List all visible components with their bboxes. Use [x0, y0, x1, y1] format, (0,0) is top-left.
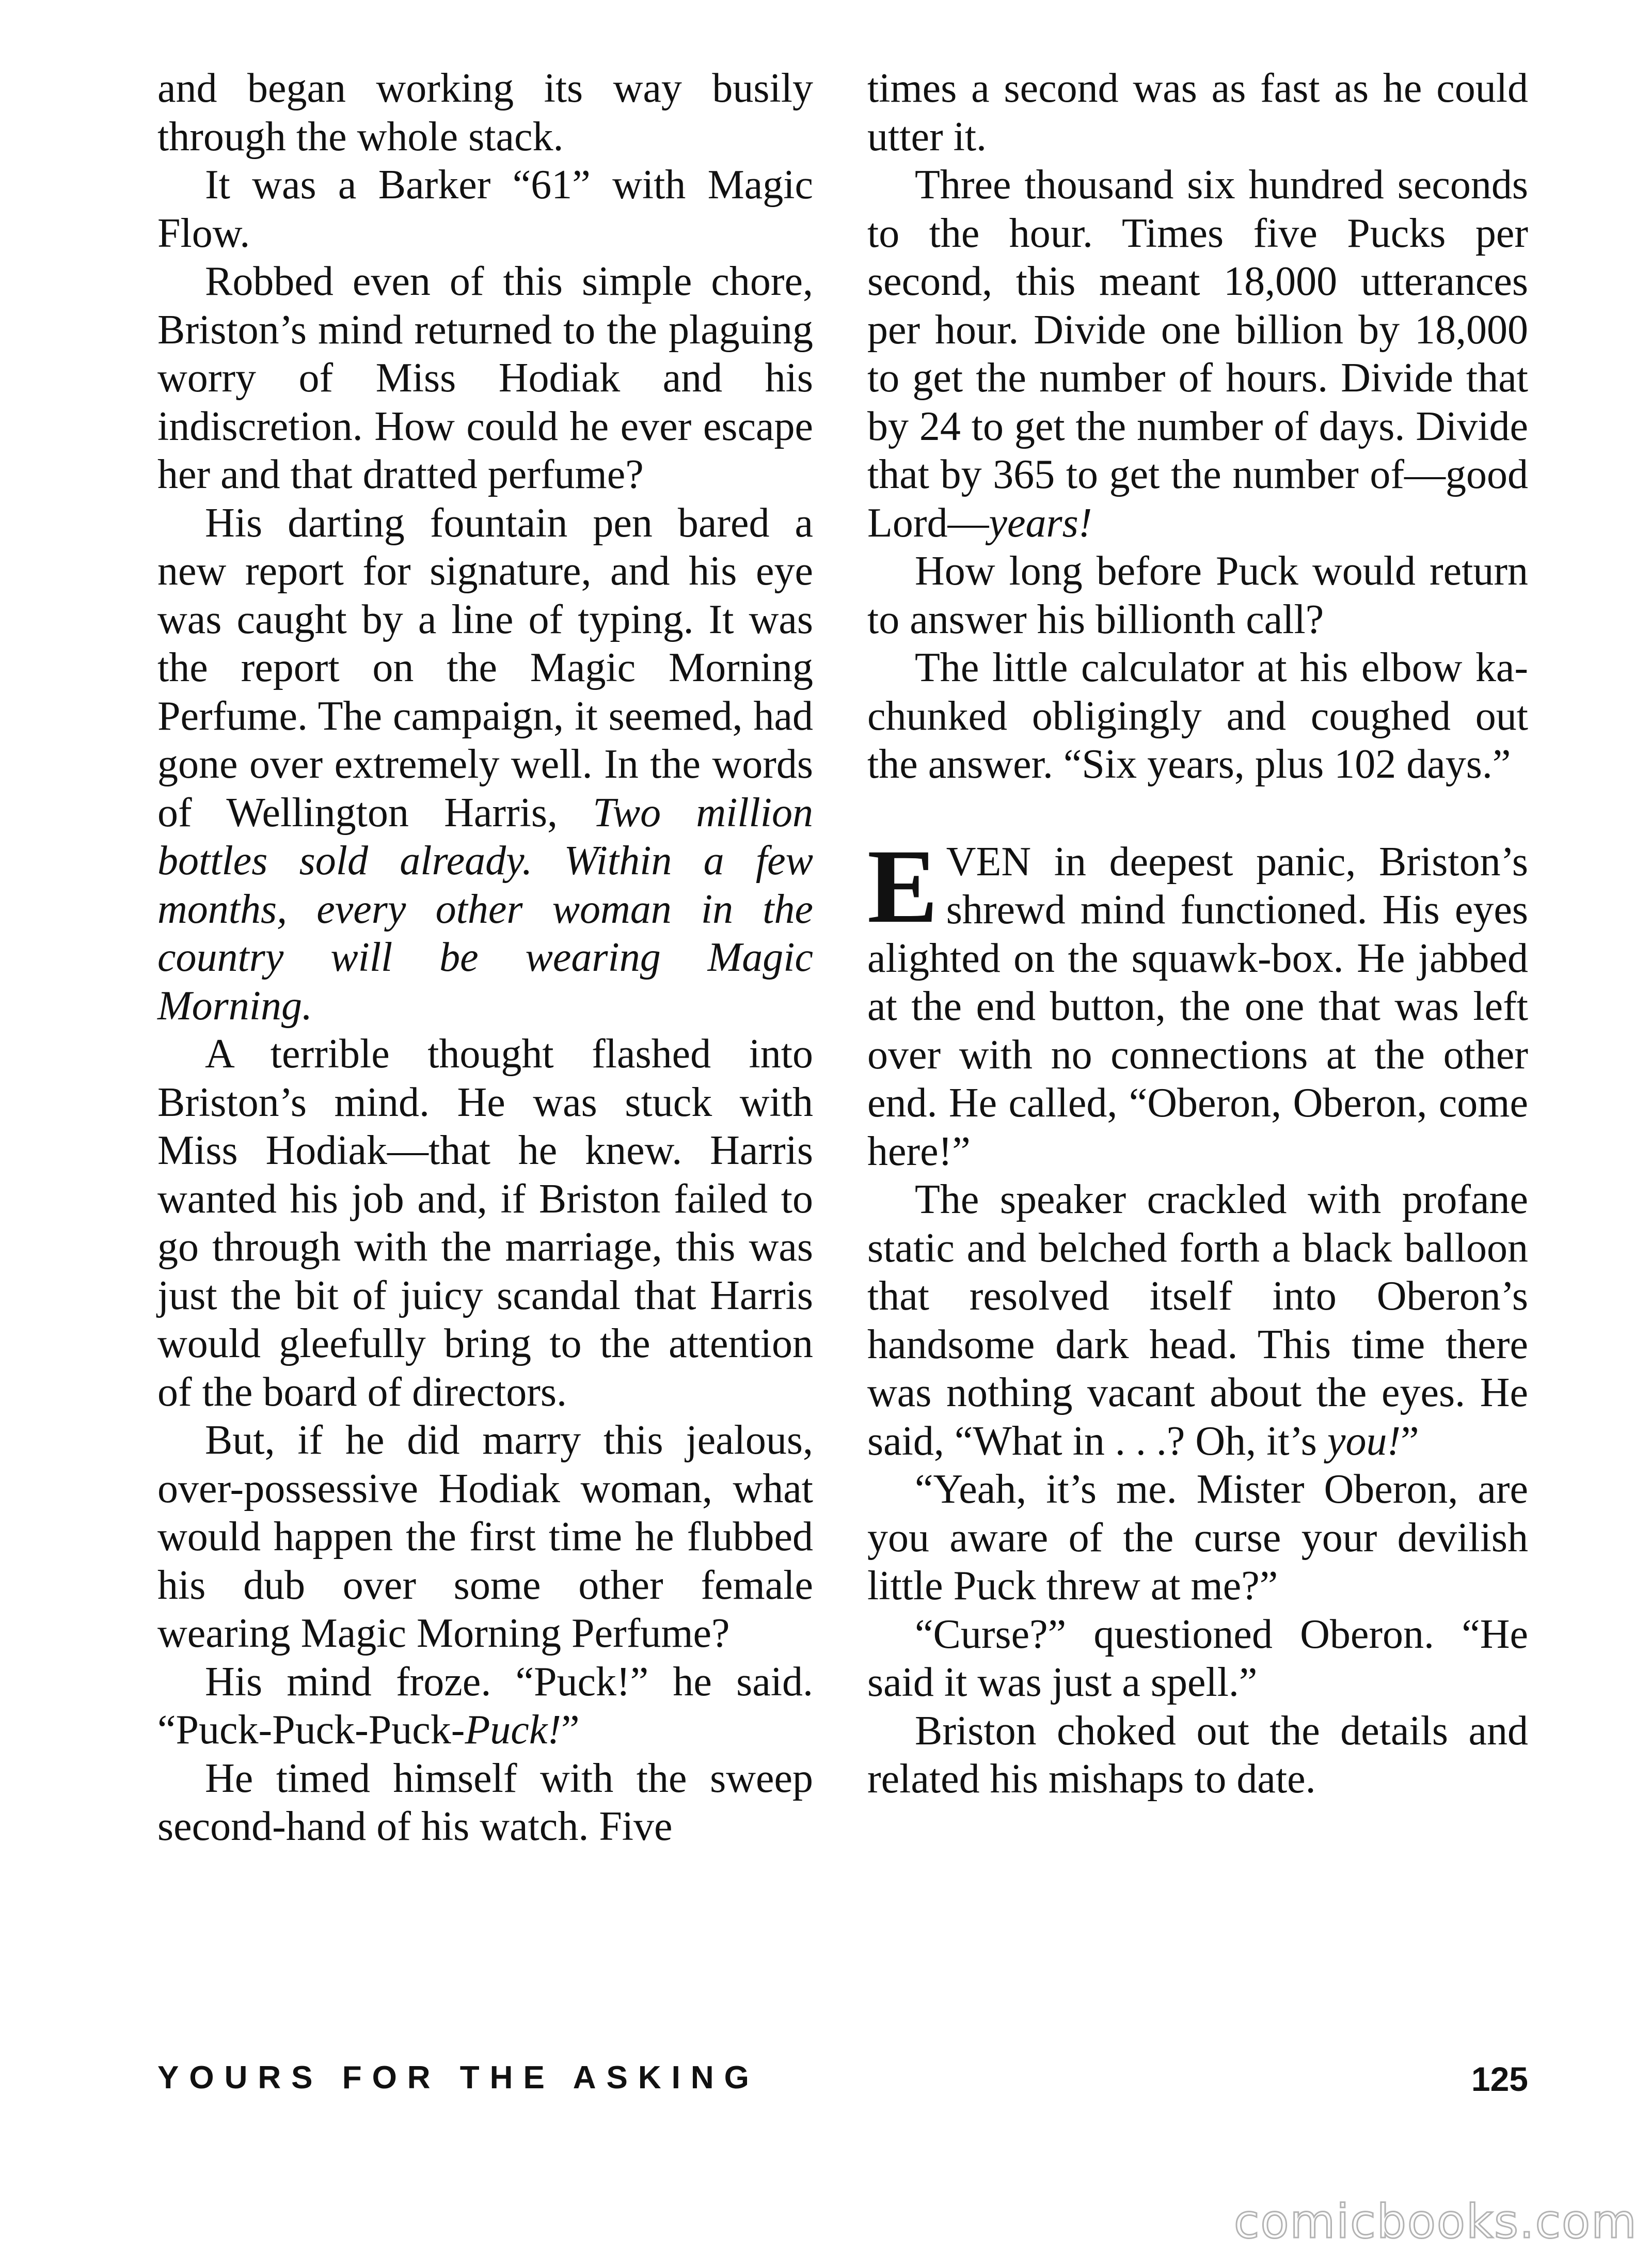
- paragraph-text: The speaker crackled with profane static and belched forth a black balloon that resolved itself into Oberon’s handsome dark head. This time there was nothing vacant about the eyes. He said, “What in . . .? Oh, it’s: [867, 1177, 1528, 1464]
- paragraph-text: His darting fountain pen bared a new report for signature, and his eye was caught by a line of typing. It was the report on the Magic Morning Perfume. The campaign, it seemed, had gone over extremely well. In the words of Wellington Harris,: [157, 500, 813, 836]
- paragraph-text: ”: [561, 1707, 580, 1753]
- italic-quote: Two million bottles sold already. Within a few months, every other woman in the country will be wearing Magic Morning.: [157, 790, 814, 1029]
- paragraph: times a second was as fast as he could utter it.: [867, 66, 1528, 160]
- paragraph-with-drop-cap: [867, 827, 1528, 1176]
- paragraph: [157, 1658, 813, 1755]
- paragraph: and began working its way busily through the whole stack.: [157, 66, 813, 160]
- paragraph: The little calculator at his elbow ka-chunked obligingly and coughed out the answer. “Six years, plus 102 days.”: [867, 645, 1528, 787]
- left-text-column: [157, 65, 813, 1851]
- paragraph: “Curse?” questioned Oberon. “He said it was just a spell.”: [867, 1611, 1528, 1705]
- italic-word: Puck!: [465, 1707, 561, 1753]
- italic-word: you!: [1327, 1418, 1401, 1464]
- paragraph-text: VEN in deepest panic, Briston’s shrewd mind functioned. His eyes alighted on the squawk-box. He jabbed at the end button, the one that was left over with no connections at the other end. He called, “Oberon, Oberon, come here!”: [867, 839, 1528, 1174]
- drop-cap: E: [867, 827, 938, 945]
- paragraph: A terrible thought flashed into Briston’s mind. He was stuck with Miss Hodiak—that he knew. Harris wanted his job and, if Briston failed to go through with the marriage, this was just the bit of juicy scandal that Harris would gleefully bring to the attention of the board of directors.: [157, 1031, 813, 1415]
- right-text-column: [867, 65, 1528, 1804]
- paragraph: It was a Barker “61” with Magic Flow.: [157, 162, 813, 256]
- paragraph: [867, 161, 1528, 547]
- paragraph: [157, 499, 813, 1031]
- paragraph: How long before Puck would return to answer his billionth call?: [867, 548, 1528, 642]
- paragraph: But, if he did marry this jealous, over-possessive Hodiak woman, what would happen the first time he flubbed his dub over some other female wearing Magic Morning Perfume?: [157, 1418, 813, 1656]
- page-number: 125: [1471, 2060, 1528, 2098]
- watermark-logo: comicbooks.com: [1234, 2195, 1638, 2249]
- running-footer-title: YOURS FOR THE ASKING: [157, 2060, 759, 2096]
- paragraph-text: His mind froze. “Puck!” he said. “Puck-Puck-Puck-: [157, 1659, 813, 1753]
- paragraph: Robbed even of this simple chore, Briston’s mind returned to the plaguing worry of Miss Hodiak and his indiscretion. How could he ever escape her and that dratted perfume?: [157, 259, 813, 497]
- paragraph: He timed himself with the sweep second-hand of his watch. Five: [157, 1755, 813, 1849]
- italic-word: years!: [989, 500, 1092, 546]
- paragraph: [867, 1176, 1528, 1466]
- paragraph: “Yeah, it’s me. Mister Oberon, are you aware of the curse your devilish little Puck threw at me?”: [867, 1467, 1528, 1609]
- paragraph-text: ”: [1401, 1418, 1419, 1464]
- paragraph: Briston choked out the details and related his mishaps to date.: [867, 1708, 1528, 1802]
- paragraph-text: Three thousand six hundred seconds to the hour. Times five Pucks per second, this meant 18,000 utterances per hour. Divide one billion by 18,000 to get the number of hours. Divide that by 24 to get the number of days. Divide that by 365 to get the number of—good Lord—: [867, 162, 1528, 546]
